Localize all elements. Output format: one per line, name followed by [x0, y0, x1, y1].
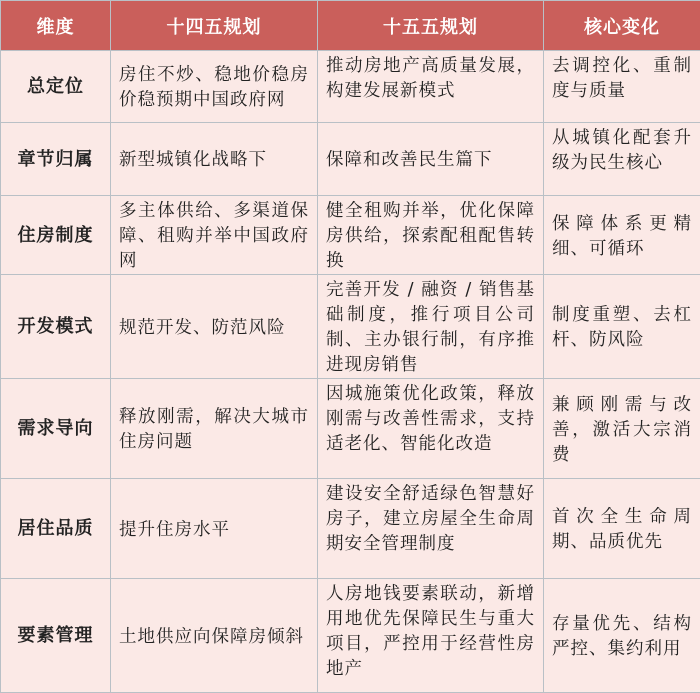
row-dimension: 总定位 — [1, 51, 111, 123]
header-dimension: 维度 — [1, 1, 111, 51]
row-core-change: 首次全生命周期、品质优先 — [544, 479, 700, 579]
table-row — [1, 379, 700, 479]
row-plan-15: 因城施策优化政策，释放刚需与改善性需求，支持适老化、智能化改造 — [318, 379, 544, 479]
row-dimension: 章节归属 — [1, 123, 111, 196]
row-plan-15: 建设安全舒适绿色智慧好房子，建立房屋全生命周期安全管理制度 — [318, 479, 544, 579]
header-plan-15: 十五五规划 — [318, 1, 544, 51]
header-plan-14: 十四五规划 — [111, 1, 318, 51]
row-plan-14: 规范开发、防范风险 — [111, 275, 318, 379]
row-core-change: 从城镇化配套升级为民生核心 — [544, 123, 700, 196]
row-plan-14: 提升住房水平 — [111, 479, 318, 579]
row-core-change: 去调控化、重制度与质量 — [544, 51, 700, 123]
row-plan-14: 新型城镇化战略下 — [111, 123, 318, 196]
row-dimension: 开发模式 — [1, 275, 111, 379]
row-core-change: 兼顾刚需与改善，激活大宗消费 — [544, 379, 700, 479]
row-plan-14: 多主体供给、多渠道保障、租购并举中国政府网 — [111, 196, 318, 275]
header-row — [1, 1, 700, 51]
row-core-change: 保障体系更精细、可循环 — [544, 196, 700, 275]
table-row — [1, 123, 700, 196]
row-core-change: 制度重塑、去杠杆、防风险 — [544, 275, 700, 379]
table-row — [1, 196, 700, 275]
table-row — [1, 579, 700, 693]
row-plan-15: 保障和改善民生篇下 — [318, 123, 544, 196]
row-dimension: 需求导向 — [1, 379, 111, 479]
row-plan-15: 人房地钱要素联动，新增用地优先保障民生与重大项目，严控用于经营性房地产 — [318, 579, 544, 693]
table-row — [1, 51, 700, 123]
row-dimension: 要素管理 — [1, 579, 111, 693]
row-plan-14: 释放刚需，解决大城市住房问题 — [111, 379, 318, 479]
header-core-change: 核心变化 — [544, 1, 700, 51]
row-plan-15: 推动房地产高质量发展，构建发展新模式 — [318, 51, 544, 123]
row-plan-14: 房住不炒、稳地价稳房价稳预期中国政府网 — [111, 51, 318, 123]
table-row — [1, 479, 700, 579]
row-plan-15: 完善开发 / 融资 / 销售基础制度，推行项目公司制、主办银行制，有序推进现房销售 — [318, 275, 544, 379]
row-dimension: 居住品质 — [1, 479, 111, 579]
table-body — [1, 51, 700, 693]
row-core-change: 存量优先、结构严控、集约利用 — [544, 579, 700, 693]
row-plan-15: 健全租购并举，优化保障房供给，探索配租配售转换 — [318, 196, 544, 275]
table-header — [1, 1, 700, 51]
table-row — [1, 275, 700, 379]
row-plan-14: 土地供应向保障房倾斜 — [111, 579, 318, 693]
row-dimension: 住房制度 — [1, 196, 111, 275]
